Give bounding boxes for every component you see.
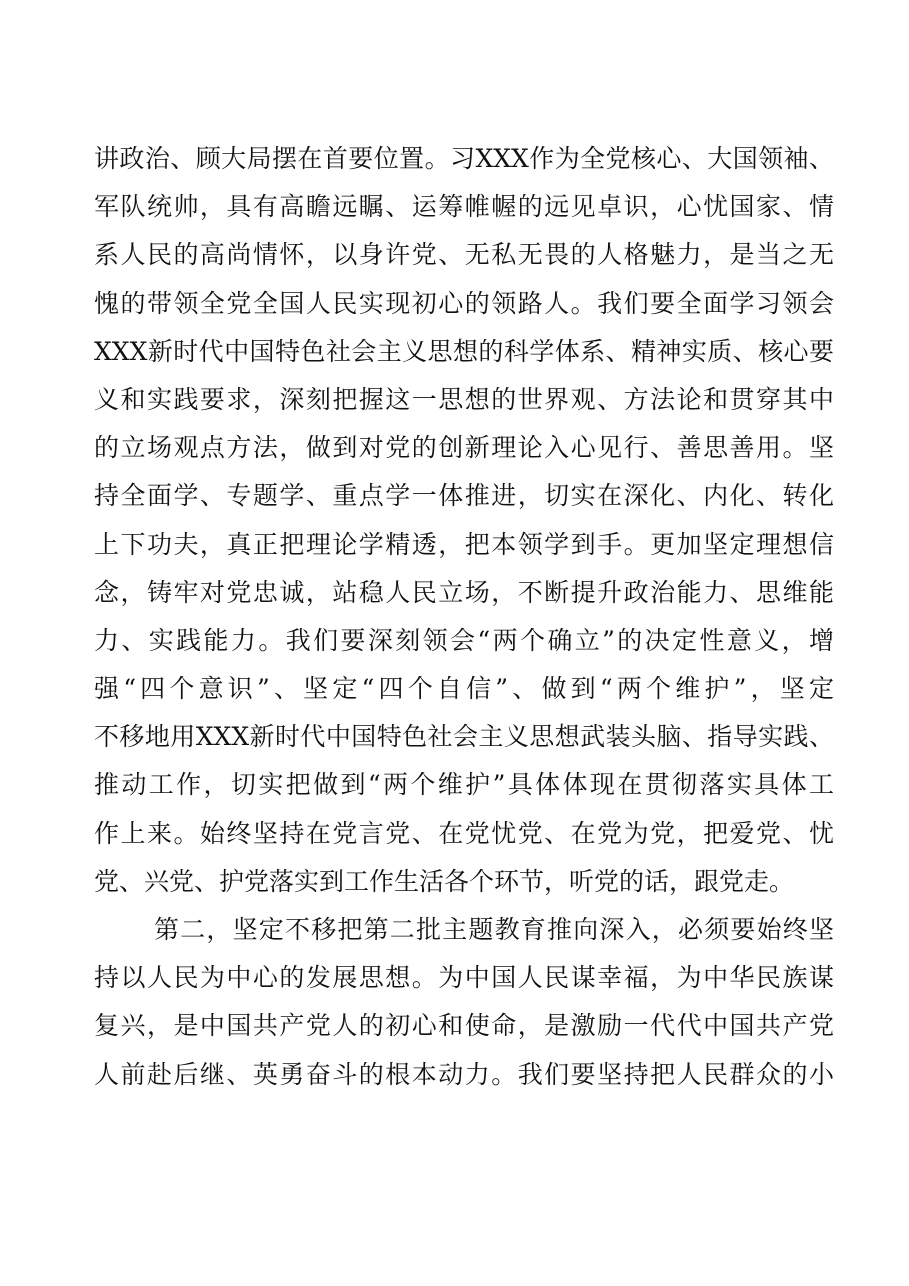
text-line: 系人民的高尚情怀，以身许党、无私无畏的人格魅力，是当之无 bbox=[94, 240, 834, 270]
text-line: 上下功夫，真正把理论学精透，把本领学到手。更加坚定理想信 bbox=[94, 529, 834, 559]
text-line: 强“四个意识”、坚定“四个自信”、做到“两个维护”，坚定 bbox=[94, 674, 834, 704]
text-line: 党、兴党、护党落实到工作生活各个环节，听党的话，跟党走。 bbox=[94, 866, 795, 896]
text-line: 不移地用XXX新时代中国特色社会主义思想武装头脑、指导实践、 bbox=[94, 722, 834, 752]
text-line: 讲政治、顾大局摆在首要位置。习XXX作为全党核心、大国领袖、 bbox=[94, 144, 834, 173]
text-line: 军队统帅，具有高瞻远瞩、运筹帷幄的远见卓识，心忧国家、情 bbox=[94, 192, 834, 222]
text-line: XXX新时代中国特色社会主义思想的科学体系、精神实质、核心要 bbox=[94, 336, 834, 366]
text-line: 复兴，是中国共产党人的初心和使命，是激励一代代中国共产党 bbox=[94, 1011, 834, 1041]
text-line: 的立场观点方法，做到对党的创新理论入心见行、善思善用。坚 bbox=[94, 433, 834, 463]
text-line: 推动工作，切实把做到“两个维护”具体体现在贯彻落实具体工 bbox=[94, 770, 834, 800]
body-text bbox=[94, 135, 834, 1099]
text-line: 力、实践能力。我们要深刻领会“两个确立”的决定性意义，增 bbox=[94, 625, 834, 655]
text-line: 念，铸牢对党忠诚，站稳人民立场，不断提升政治能力、思维能 bbox=[94, 577, 834, 607]
paragraph-first-line: 第二，坚定不移把第二批主题教育推向深入，必须要始终坚 bbox=[154, 915, 834, 944]
text-line: 愧的带领全党全国人民实现初心的领路人。我们要全面学习领会 bbox=[94, 288, 834, 318]
text-line: 持全面学、专题学、重点学一体推进，切实在深化、内化、转化 bbox=[94, 481, 834, 511]
text-line: 作上来。始终坚持在党言党、在党忧党、在党为党，把爱党、忧 bbox=[94, 818, 834, 848]
text-line: 义和实践要求，深刻把握这一思想的世界观、方法论和贯穿其中 bbox=[94, 384, 834, 414]
text-line: 持以人民为中心的发展思想。为中国人民谋幸福，为中华民族谋 bbox=[94, 963, 834, 993]
text-line: 人前赴后继、英勇奋斗的根本动力。我们要坚持把人民群众的小 bbox=[94, 1059, 834, 1089]
